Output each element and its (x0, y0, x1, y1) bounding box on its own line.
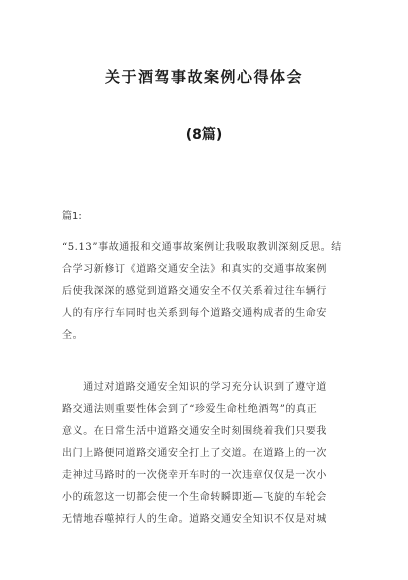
paragraph-line: “5.13”事故通报和交通事故案例让我吸取教训深刻反思。结 (62, 242, 342, 253)
paragraph-line: 路交通法则重要性体会到了“珍爱生命杜绝酒驾”的真正 (62, 404, 318, 415)
paragraph-line: 出门上路便同道路交通安全打上了交道。在道路上的一次 (62, 448, 327, 459)
paragraph-line: 走神过马路时的一次侥幸开车时的一次违章仅仅是一次小 (62, 470, 327, 481)
paragraph-line: 无情地吞噬掉行人的生命。道路交通安全知识不仅是对城 (62, 514, 327, 525)
section-label: 篇1: (62, 211, 82, 222)
paragraph-line: 人的有序行车同时也关系到每个道路交通构成者的生命安 (62, 308, 327, 319)
paragraph-line: 小的疏忽这一切都会使一个生命转瞬即逝—飞旋的车轮会 (62, 492, 327, 503)
paragraph-line: 通过对道路交通安全知识的学习充分认识到了遵守道 (62, 382, 327, 393)
paragraph-line: 合学习新修订《道路交通安全法》和真实的交通事故案例 (62, 264, 327, 275)
paragraph-2 (62, 377, 352, 531)
document-subtitle: (8篇) (185, 127, 223, 143)
paragraph-line: 全。 (62, 330, 84, 341)
paragraph-line: 意义。在日常生活中道路交通安全时刻围绕着我们只要我 (62, 426, 327, 437)
paragraph-1 (62, 237, 352, 347)
paragraph-line: 后使我深深的感觉到道路交通安全不仅关系着过往车辆行 (62, 286, 327, 297)
document-title: 关于酒驾事故案例心得体会 (104, 68, 303, 86)
